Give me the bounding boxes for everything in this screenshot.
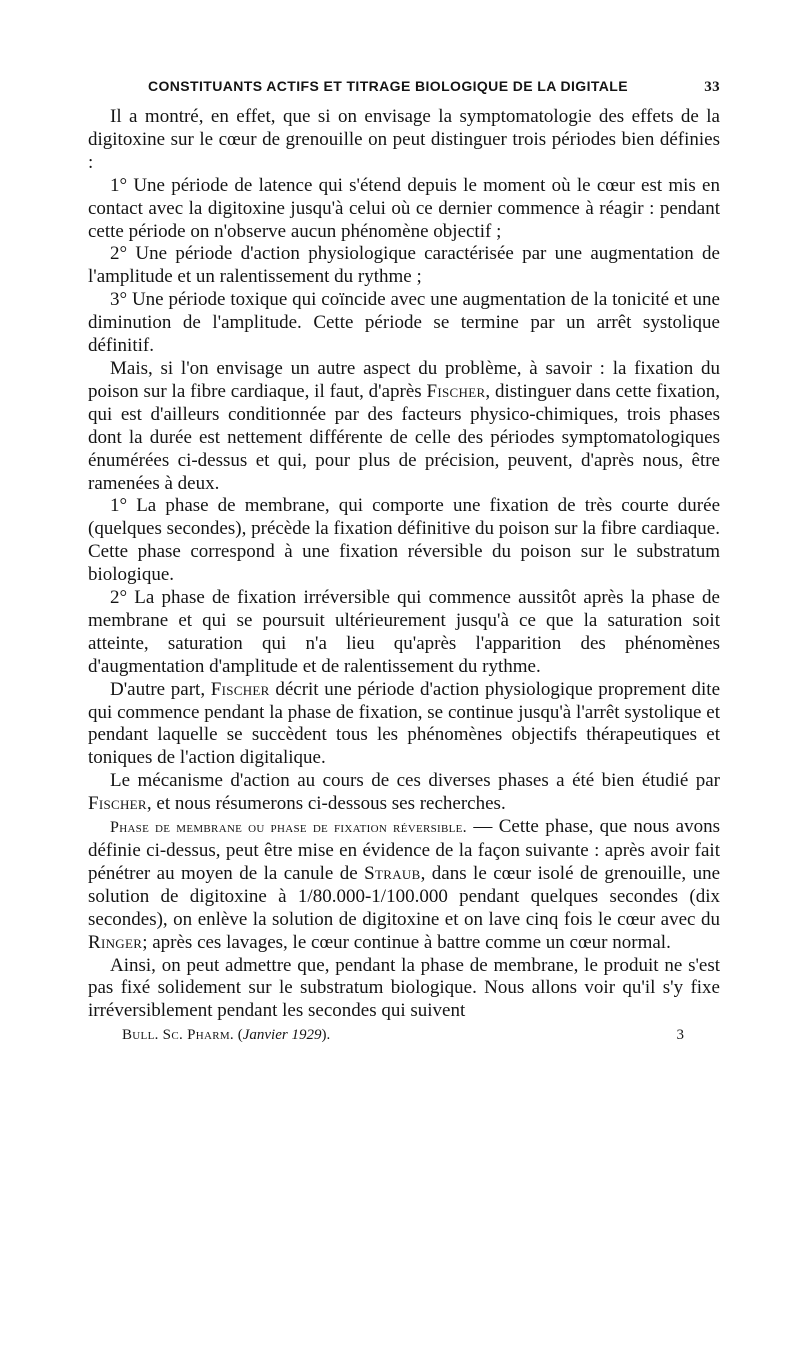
paragraph-5-text-a: Mais, si l'on envisage un autre aspect du problème, à savoir : la fixation du poison sur la fibre cardiaque, il faut, d'après — [88, 357, 720, 402]
signature-mark: 3 — [676, 1027, 684, 1044]
paragraph-8 — [88, 679, 720, 771]
paragraph-1: Il a montré, en effet, que si on envisage la symptomatologie des effets de la digitoxine sur le cœur de grenouille on peut distinguer trois périodes bien définies : — [88, 106, 720, 173]
paragraph-11: Ainsi, on peut admettre que, pendant la phase de membrane, le produit ne s'est pas fixé solidement sur le substratum biologique. Nous allons voir qu'il s'y fixe irréversiblement pendant les secondes qui suivent — [88, 954, 720, 1022]
page-footer — [88, 1027, 720, 1044]
paragraph-6: 1° La phase de membrane, qui comporte une fixation de très courte durée (quelques secondes), précède la fixation définitive du poison sur la fibre cardiaque. Cette phase correspond à une fixation réversible du poison sur le substratum biologique. — [88, 495, 720, 586]
document-page — [88, 78, 720, 1044]
paragraph-9-text-a: Le mécanisme d'action au cours de ces diverses phases a été bien étudié par — [110, 770, 720, 792]
author-name: Ringer — [88, 931, 143, 953]
paragraph-5 — [88, 358, 720, 495]
paragraph-10-text-c: ; après ces lavages, le cœur continue à battre comme un cœur normal. — [142, 931, 671, 953]
author-name: Fischer — [210, 678, 270, 700]
body-text — [88, 106, 720, 1023]
paragraph-3: 2° Une période d'action physiologique caractérisée par une augmentation de l'amplitude et un ralentissement du rythme ; — [88, 243, 720, 288]
paragraph-7: 2° La phase de fixation irréversible qui commence aussitôt après la phase de membrane et qui se poursuit ultérieurement jusqu'à ce que la saturation soit atteinte, saturation qui n'a lieu qu'après l'apparition des phénomènes d'augmentation d'amplitude et de ralentissement du rythme. — [88, 587, 720, 677]
running-header — [148, 78, 720, 96]
author-name: Fischer — [426, 380, 486, 402]
paragraph-10-text-a: — Cette phase, que nous avons définie ci-dessus, peut être mise en évidence de la façon suivante : après avoir fait pénétrer au moyen de la canule de — [88, 816, 721, 884]
author-name: Straub — [364, 862, 421, 884]
author-name: Fischer — [88, 793, 147, 815]
paragraph-2: 1° Une période de latence qui s'étend depuis le moment où le cœur est mis en contact avec la digitoxine jusqu'à celui où ce dernier commence à réagir : pendant cette période on n'observe aucun phénomène objectif ; — [88, 174, 720, 242]
footer-citation: Bull. Sc. Pharm. (Janvier 1929). — [122, 1027, 331, 1044]
header-title: CONSTITUANTS ACTIFS ET TITRAGE BIOLOGIQUE DE LA DIGITALE — [148, 78, 628, 94]
paragraph-10-text-b: , dans le cœur isolé de grenouille, une solution de digitoxine à 1/80.000-1/100.000 pendant quelques secondes (dix secondes), on enlève la solution de digitoxine et on lave cinq fois le cœur avec du — [88, 862, 720, 930]
issue-date: Janvier 1929 — [242, 1027, 322, 1044]
paragraph-9-text-b: , et nous résumerons ci-dessous ses recherches. — [146, 793, 506, 815]
paragraph-4: 3° Une période toxique qui coïncide avec une augmentation de la tonicité et une diminution de l'amplitude. Cette période se termine par un arrêt systolique définitif. — [88, 289, 720, 357]
page-number: 33 — [704, 79, 720, 95]
section-heading: Phase de membrane ou phase de fixation réversible. — [110, 819, 467, 837]
journal-name: Bull. Sc. Pharm. — [122, 1027, 234, 1044]
paragraph-9 — [88, 770, 720, 816]
paragraph-5-text-b: , distinguer dans cette fixation, qui est d'ailleurs conditionnée par des facteurs physico-chimiques, trois phases dont la durée est nettement différente de celle des périodes symptomatologiques énumérées ci-dessus et qui, pour plus de précision, peuvent, d'après nous, être ramenées à deux. — [88, 380, 720, 494]
paragraph-10 — [88, 816, 720, 954]
paragraph-8-text-a: D'autre part, — [110, 678, 206, 700]
paragraph-8-text-b: décrit une période d'action physiologique proprement dite qui commence pendant la phase de fixation, se continue jusqu'à l'arrêt systolique et pendant laquelle se succèdent tous les phénomènes objectifs thérapeutiques et toniques de l'action digitalique. — [88, 678, 721, 769]
